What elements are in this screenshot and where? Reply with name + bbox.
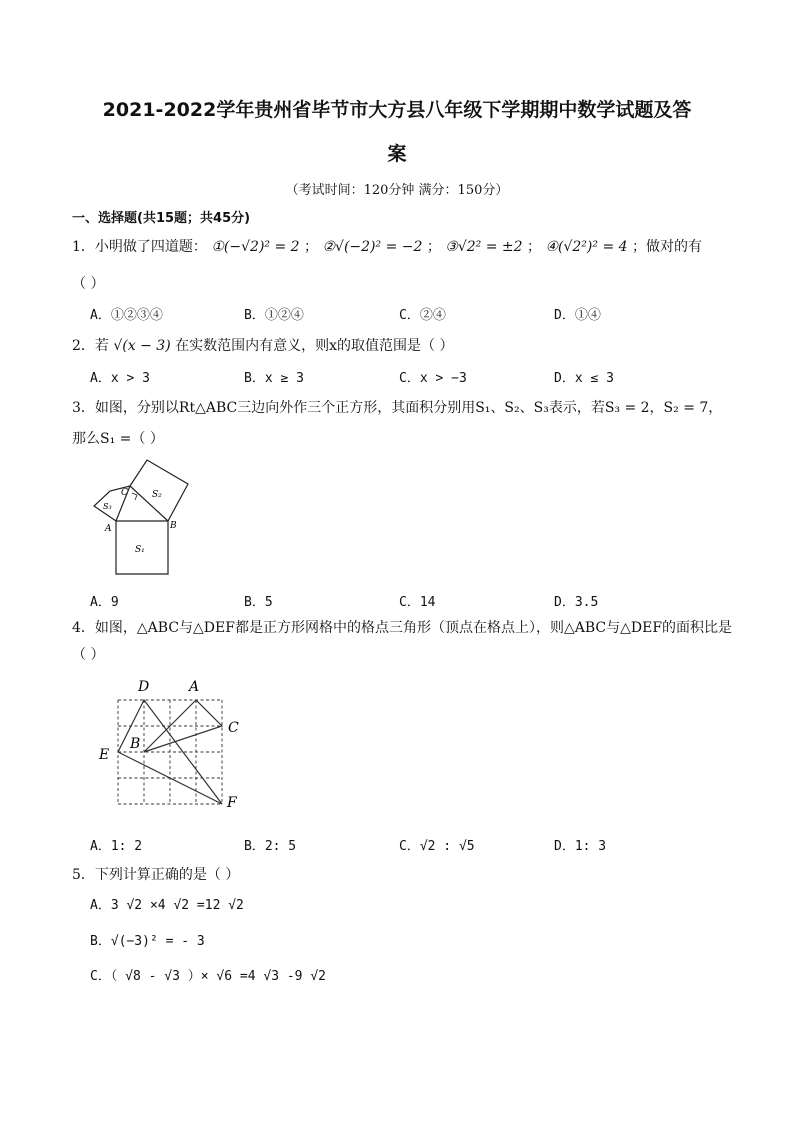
q4-option-d: D．1: 3	[554, 839, 607, 854]
label-c: C	[228, 720, 239, 736]
q1-option-a: A．①②③④	[90, 308, 163, 323]
label-a: A	[189, 679, 200, 695]
q1-eq4: ④(√2²)² = 4	[545, 239, 628, 255]
q2-prefix: 2．若	[72, 338, 109, 354]
document-title-line1: 2021-2022学年贵州省毕节市大方县八年级下学期期中数学试题及答	[102, 99, 692, 121]
q3-option-c: C．14	[399, 595, 436, 610]
q1-answer-paren: （ ）	[72, 276, 105, 292]
q4-option-c: C．√2 : √5	[399, 839, 475, 854]
q2-option-d: D．x ≤ 3	[554, 371, 614, 386]
q4-option-b: B．2: 5	[244, 839, 297, 854]
q1-option-d: D．①④	[554, 308, 601, 323]
label-e: E	[99, 747, 110, 763]
document-title-line2: 案	[387, 143, 407, 165]
q1-eq3: ③√2² = ±2	[445, 239, 523, 255]
q2-option-a: A．x > 3	[90, 371, 150, 386]
label-b: B	[170, 521, 177, 531]
label-s2: S₂	[152, 490, 162, 500]
q2-option-b: B．x ≥ 3	[244, 371, 304, 386]
q4-stem-line1: 4．如图，△ABC与△DEF都是正方形网格中的格点三角形（顶点在格点上），则△ABC与△DEF的面积比是	[72, 620, 733, 636]
triangle-abc	[144, 700, 222, 752]
q5-option-b: B．√(−3)² = - 3	[90, 934, 205, 949]
label-b: B	[130, 736, 141, 752]
q5-stem: 5．下列计算正确的是（ ）	[72, 867, 240, 883]
q5-option-a: A．3 √2 ×4 √2 =12 √2	[90, 898, 244, 913]
q3-option-d: D．3.5	[554, 595, 599, 610]
q2-option-c: C．x > −3	[399, 371, 467, 386]
q2-expr: √(x − 3)	[113, 338, 171, 354]
right-angle-mark	[132, 493, 137, 500]
q1-option-c: C．②④	[399, 308, 446, 323]
q3-stem-line2: 那么S₁ =（ ）	[72, 431, 164, 447]
q1-prefix: 1．小明做了四道题：	[72, 239, 207, 255]
q1-suffix: ；做对的有	[632, 239, 702, 255]
q4-stem-line2: （ ）	[72, 647, 105, 663]
exam-info: （考试时间：120分钟 满分：150分）	[285, 183, 509, 198]
q3-option-a: A．9	[90, 595, 119, 610]
question-1: 1．小明做了四道题： ①(−√2)² = 2 ； ②√(−2)² = −2 ； ③√2² = ±2 ； ④(√2²)² = 4 ；做对的有	[72, 239, 702, 255]
q5-option-c: C．（ √8 - √3 ）× √6 =4 √3 -9 √2	[90, 969, 326, 984]
label-c: C	[121, 488, 128, 498]
label-f: F	[227, 795, 237, 811]
q1-eq1: ①(−√2)² = 2	[211, 239, 300, 255]
q3-option-b: B．5	[244, 595, 273, 610]
label-s1: S₁	[135, 545, 145, 555]
question-2	[72, 335, 453, 355]
q4-option-a: A．1: 2	[90, 839, 143, 854]
section-heading: 一、选择题(共15题；共45分)	[72, 211, 251, 226]
q4-grid-figure	[92, 670, 252, 815]
q3-stem-line1: 3．如图，分别以Rt△ABC三边向外作三个正方形，其面积分别用S₁、S₂、S₃表示，若S₃ = 2，S₂ = 7，	[72, 400, 723, 416]
q2-suffix: 在实数范围内有意义，则x的取值范围是（ ）	[175, 338, 454, 354]
grid-lines	[118, 700, 222, 804]
q1-option-b: B．①②④	[244, 308, 304, 323]
q1-eq2: ②√(−2)² = −2	[322, 239, 423, 255]
label-a: A	[105, 524, 112, 534]
q3-figure	[88, 455, 198, 580]
label-d: D	[138, 679, 150, 695]
label-s3: S₃	[103, 502, 112, 511]
